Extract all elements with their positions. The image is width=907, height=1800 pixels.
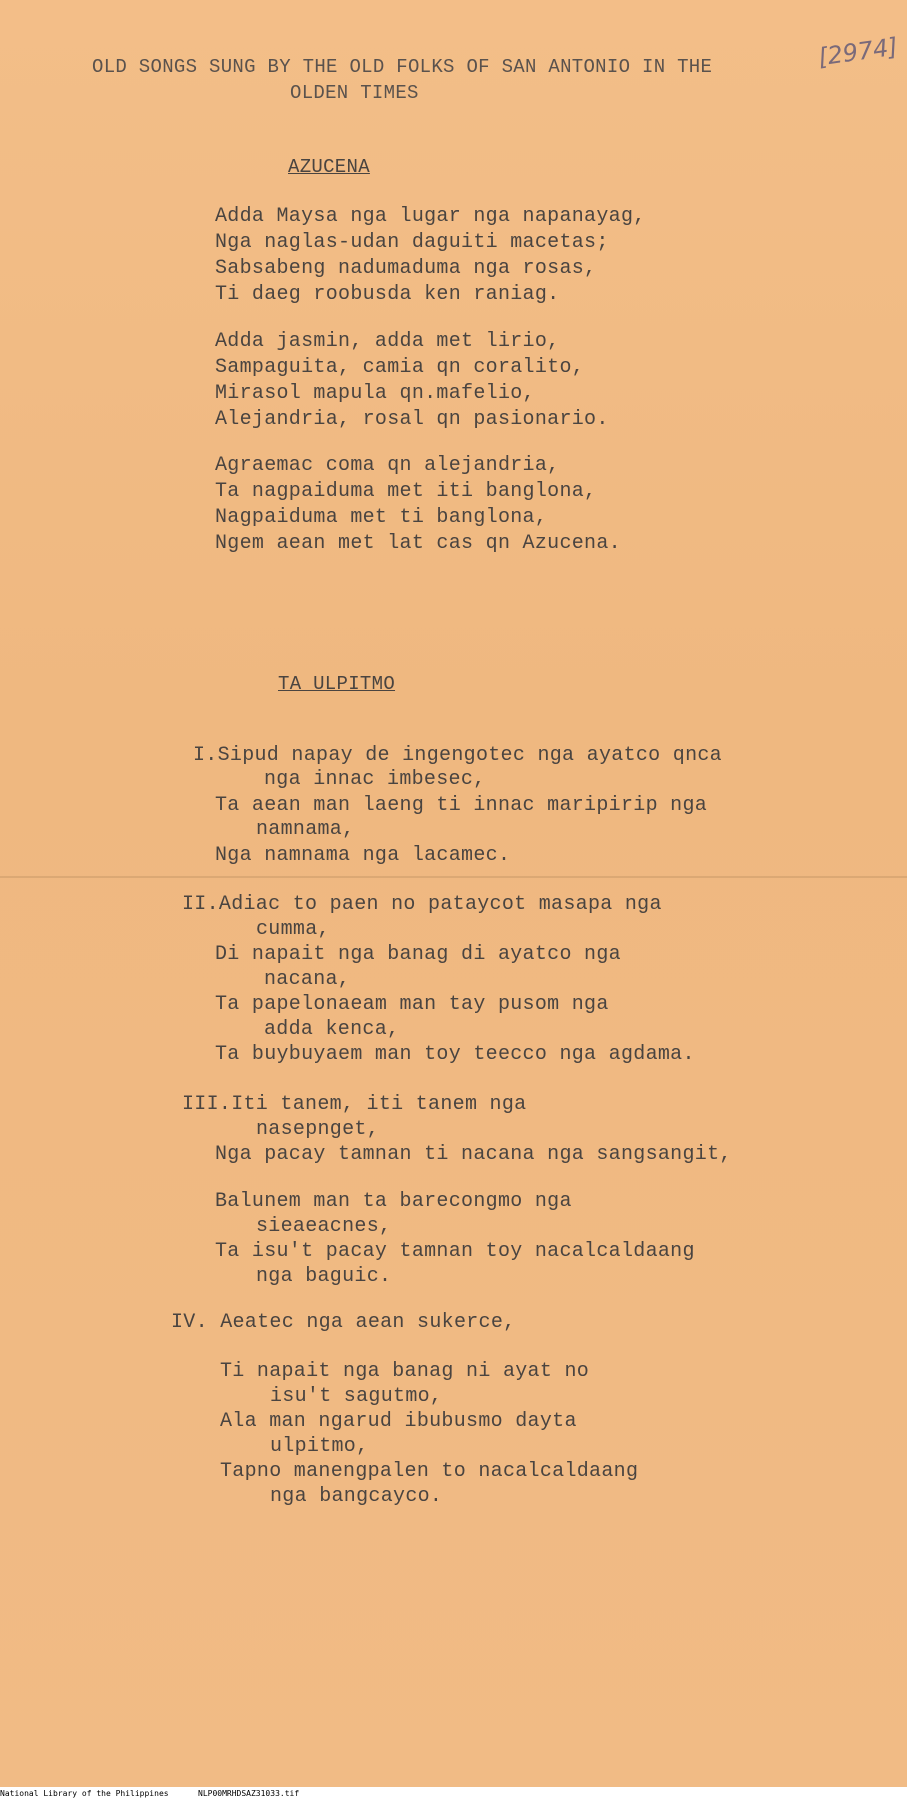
verse-line: Agraemac coma qn alejandria, xyxy=(215,454,560,477)
verse-line: Mirasol mapula qn.mafelio, xyxy=(215,382,535,405)
verse-line: nga bangcayco. xyxy=(270,1485,443,1508)
verse-line: Adda jasmin, adda met lirio, xyxy=(215,330,560,353)
verse-line: Sabsabeng nadumaduma nga rosas, xyxy=(215,257,597,280)
verse-line: nga baguic. xyxy=(256,1265,392,1288)
song-heading-ta-ulpitmo: TA ULPITMO xyxy=(278,673,396,695)
verse-line: nasepnget, xyxy=(256,1118,380,1141)
verse-line: Tapno manengpalen to nacalcaldaang xyxy=(220,1460,639,1483)
scan-footer xyxy=(0,1787,907,1800)
verse-line: Adda Maysa nga lugar nga napanayag, xyxy=(215,205,646,228)
verse-line: Alejandria, rosal qn pasionario. xyxy=(215,408,609,431)
archive-number-handwritten: [2974] xyxy=(816,32,900,72)
verse-line: namnama, xyxy=(256,818,355,841)
verse-line: Ngem aean met lat cas qn Azucena. xyxy=(215,532,621,555)
document-title-line1: OLD SONGS SUNG BY THE OLD FOLKS OF SAN ANTONIO IN THE xyxy=(92,56,713,78)
verse-line: IV. Aeatec nga aean sukerce, xyxy=(171,1311,516,1334)
verse-line: ulpitmo, xyxy=(270,1435,369,1458)
verse-line: adda kenca, xyxy=(264,1018,400,1041)
verse-line: Ta aean man laeng ti innac maripirip nga xyxy=(215,794,708,817)
verse-line: Balunem man ta barecongmo nga xyxy=(215,1190,572,1213)
verse-line: Nga namnama nga lacamec. xyxy=(215,844,511,867)
footer-file-name: NLP00MRHDSAZ31033.tif xyxy=(198,1789,300,1798)
footer-library-name: National Library of the Philippines xyxy=(0,1789,169,1798)
verse-line: Ti napait nga banag ni ayat no xyxy=(220,1360,590,1383)
verse-line: Ta papelonaeam man tay pusom nga xyxy=(215,993,609,1016)
verse-line: isu't sagutmo, xyxy=(270,1385,443,1408)
verse-line: nacana, xyxy=(264,968,351,991)
verse-line: Ta nagpaiduma met iti banglona, xyxy=(215,480,597,503)
verse-line: Ta isu't pacay tamnan toy nacalcaldaang xyxy=(215,1240,695,1263)
document-title-line2: OLDEN TIMES xyxy=(290,82,419,104)
paper-fold xyxy=(0,876,907,878)
verse-line: Ala man ngarud ibubusmo dayta xyxy=(220,1410,577,1433)
verse-line: Nagpaiduma met ti banglona, xyxy=(215,506,548,529)
verse-line: Nga pacay tamnan ti nacana nga sangsangit, xyxy=(215,1143,732,1166)
song-heading-azucena: AZUCENA xyxy=(288,156,370,178)
verse-line: II.Adiac to paen no pataycot masapa nga xyxy=(182,893,662,916)
verse-line: I.Sipud napay de ingengotec nga ayatco qnca xyxy=(193,744,722,767)
verse-line: cumma, xyxy=(256,918,330,941)
verse-line: sieaeacnes, xyxy=(256,1215,392,1238)
verse-line: Ta buybuyaem man toy teecco nga agdama. xyxy=(215,1043,695,1066)
verse-line: Ti daeg roobusda ken raniag. xyxy=(215,283,560,306)
verse-line: Nga naglas-udan daguiti macetas; xyxy=(215,231,609,254)
verse-line: III.Iti tanem, iti tanem nga xyxy=(182,1093,527,1116)
verse-line: Di napait nga banag di ayatco nga xyxy=(215,943,621,966)
verse-line: nga innac imbesec, xyxy=(264,768,486,791)
verse-line: Sampaguita, camia qn coralito, xyxy=(215,356,585,379)
